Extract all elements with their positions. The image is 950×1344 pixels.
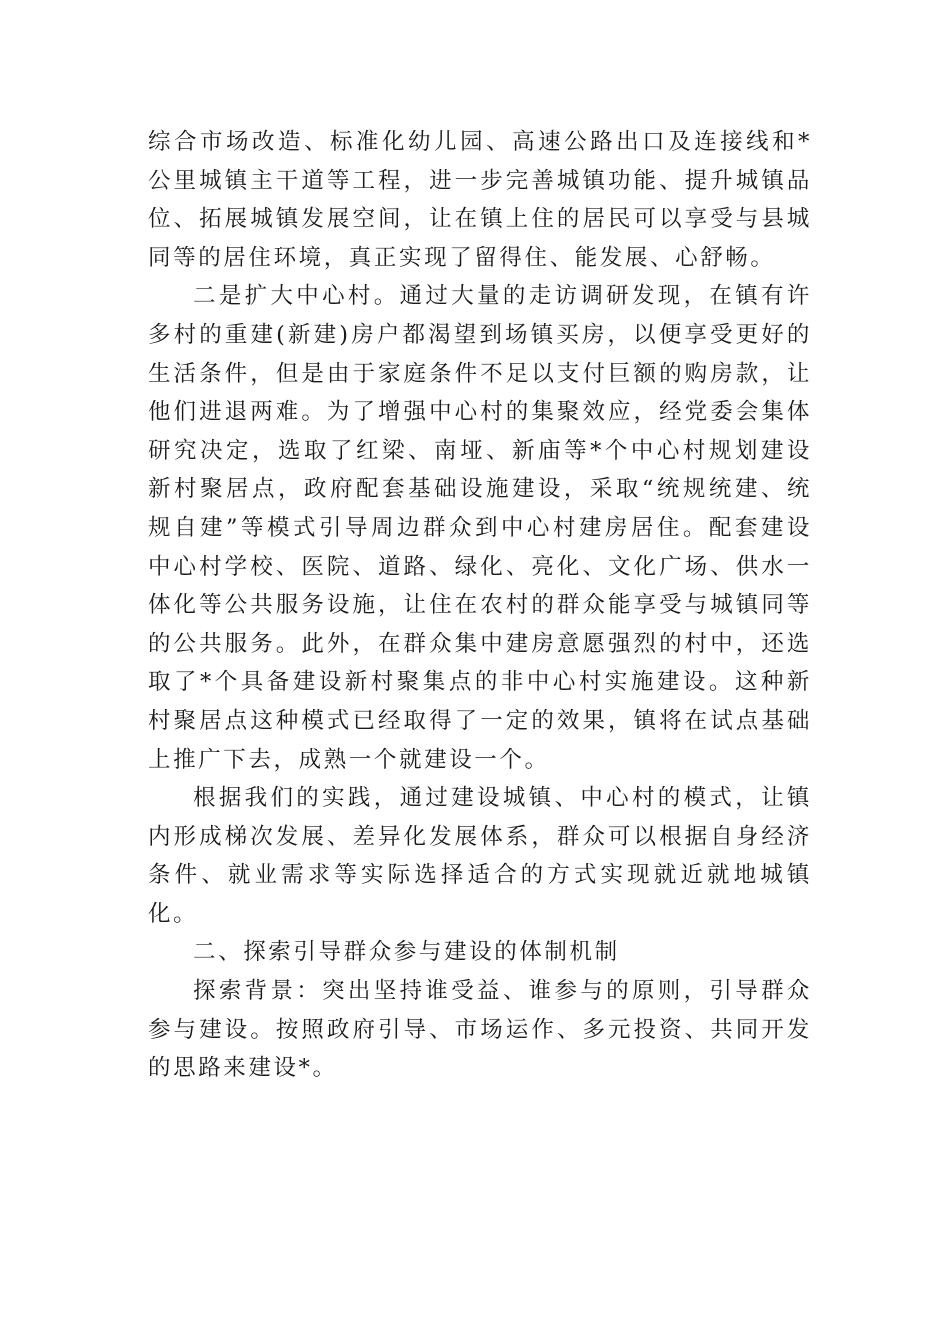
paragraph-exploration-background: 探索背景：突出坚持谁受益、谁参与的原则，引导群众参与建设。按照政府引导、市场运作、多元投资、共同开发的思路来建设*。	[148, 978, 812, 1082]
paragraph-central-village: 二是扩大中心村。通过大量的走访调研发现，在镇有许多村的重建(新建)房户都渴望到场镇买房，以便享受更好的生活条件，但是由于家庭条件不足以支付巨额的购房款，让他们进退两难。为了增强中心村的集聚效应，经党委会集体研究决定，选取了红梁、南垭、新庙等*个中心村规划建设新村聚居点，政府配套基础设施建设，采取“统规统建、统规自建”等模式引导周边群众到中心村建房居住。配套建设中心村学校、医院、道路、绿化、亮化、文化广场、供水一体化等公共服务设施，让住在农村的群众能享受与城镇同等的公共服务。此外，在群众集中建房意愿强烈的村中，还选取了*个具备建设新村聚集点的非中心村实施建设。这种新村聚居点这种模式已经取得了一定的效果，镇将在试点基础上推广下去，成熟一个就建设一个。	[148, 283, 812, 773]
section-heading: 二、探索引导群众参与建设的体制机制	[193, 939, 620, 966]
paragraph-practice-summary: 根据我们的实践，通过建设城镇、中心村的模式，让镇内形成梯次发展、差异化发展体系，群众可以根据自身经济条件、就业需求等实际选择适合的方式实现就近就地城镇化。	[148, 785, 812, 927]
document-page	[148, 123, 812, 1088]
paragraph-continuation: 综合市场改造、标准化幼儿园、高速公路出口及连接线和*公里城镇主干道等工程，进一步完善城镇功能、提升城镇品位、拓展城镇发展空间，让在镇上住的居民可以享受与县城同等的居住环境，真正实现了留得住、能发展、心舒畅。	[148, 129, 812, 271]
